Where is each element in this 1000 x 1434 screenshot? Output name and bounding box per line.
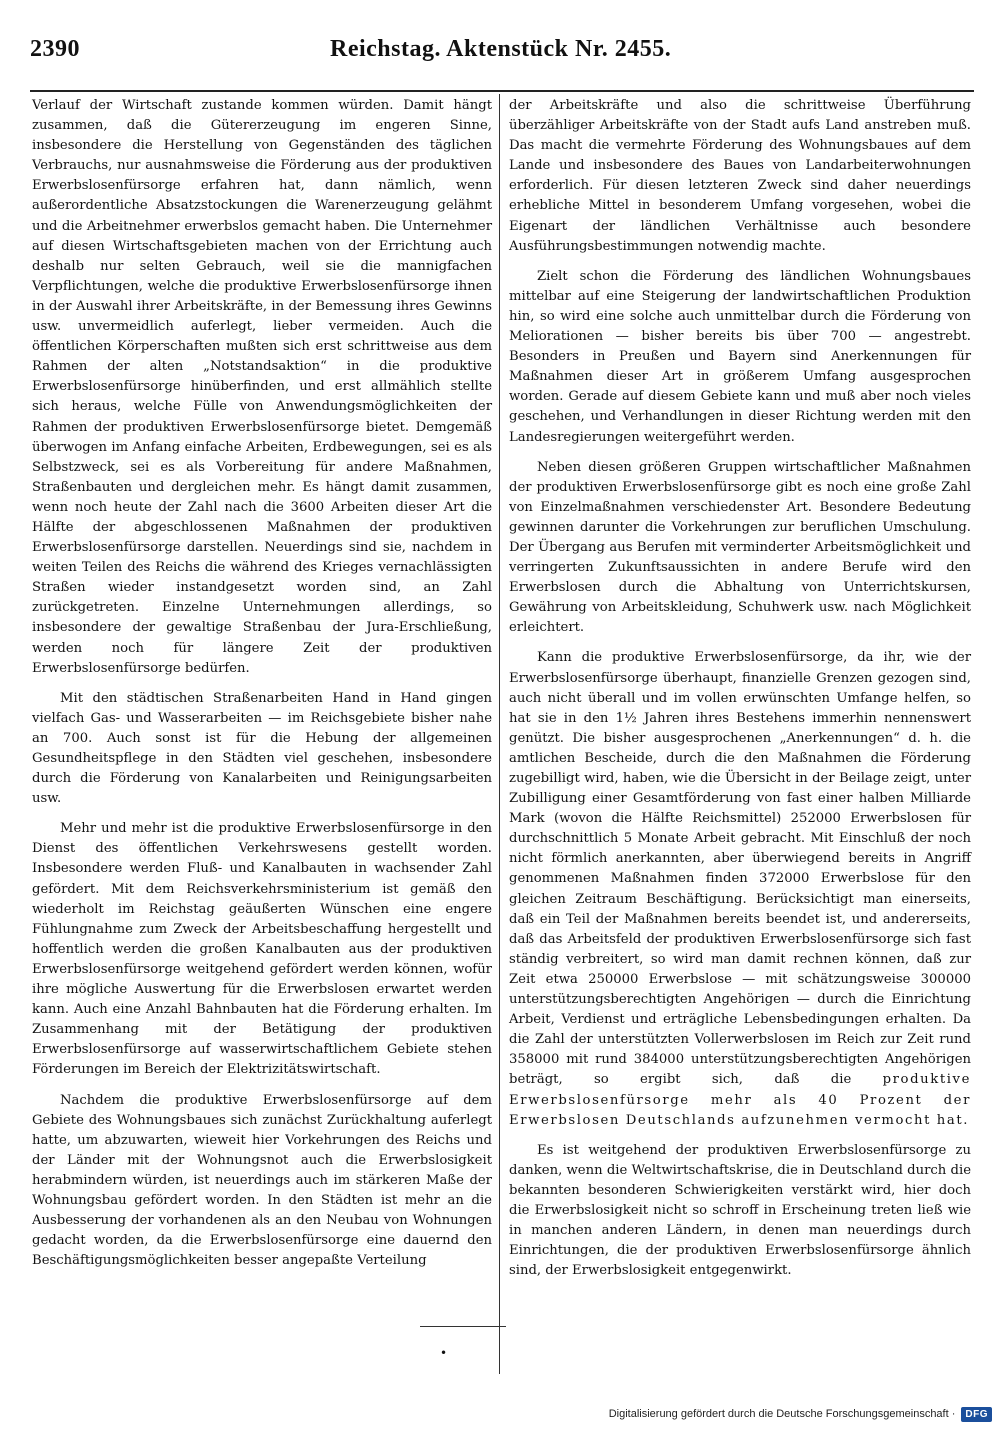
page-number: 2390 — [30, 36, 80, 62]
paragraph: Verlauf der Wirtschaft zustande kommen würden. Damit hängt zusammen, daß die Gütererzeugung im engeren Sinne, insbesondere die Herstellung von Gegenständen des täglichen Verbrauchs, nur ausnahmsweise die Förderung aus der produktiven Erwerbslosenfürsorge erfahren hat, dann nämlich, wenn außerordentliche Absatzstockungen die Warenerzeugung gelähmt und die Arbeitnehmer erwerbslos gemacht haben. Die Unternehmer auf diesen Wirtschaftsgebieten machen von der Errichtung auch deshalb nur selten Gebrauch, weil sie die mannigfachen Verpflichtungen, welche die produktive Erwerbslosenfürsorge ihnen in der Auswahl ihrer Arbeitskräfte, in der Bemessung ihres Gewinns usw. unvermeidlich auferlegt, lieber vermeiden. Auch die öffentlichen Körperschaften mußten sich erst schrittweise aus dem Rahmen der alten „Notstandsaktion“ in die produktive Erwerbslosenfürsorge hinüberfinden, und erst allmählich stellte sich heraus, welche Fülle von Anwendungsmöglichkeiten der Rahmen der produktiven Erwerbslosenfürsorge bietet. Demgemäß überwogen im Anfang einfache Arbeiten, Erdbewegungen, sei es als Selbstzweck, sei es als Vorbereitung für andere Maßnahmen, Straßenbauten und dergleichen mehr. Es hängt damit zusammen, wenn noch heute der Zahl nach die 3600 Arbeiten dieser Art die Hälfte der abgeschlossenen Maßnahmen der produktiven Erwerbslosenfürsorge darstellen. Neuerdings sind sie, nachdem in weiten Teilen des Reichs die während des Krieges vernachlässigten Straßen wieder instandgesetzt worden sind, an Zahl zurückgetreten. Einzelne Unternehmungen allerdings, so insbesondere der gewaltige Straßenbau der Jura-Erschließung, werden noch für längere Zeit der produktiven Erwerbslosenfürsorge bedürfen. — [32, 98, 492, 676]
right-column — [509, 96, 971, 1291]
paragraph: Neben diesen größeren Gruppen wirtschaftlicher Maßnahmen der produktiven Erwerbslosenfürsorge gibt es noch eine große Zahl von Einzelmaßnahmen verschiedenster Art. Besondere Bedeutung gewinnen darunter die Vorkehrungen zur beruflichen Umschulung. Der Übergang aus Berufen mit verminderter Arbeitsmöglichkeit und verringerten Zukunftsaussichten in andere Berufe wird den Erwerbslosen durch die Abhaltung von Unterrichtskursen, Gewährung von Arbeitskleidung, Schuhwerk usw. nach Möglichkeit erleichtert. — [509, 459, 971, 636]
spaced-emphasis: produktive Erwerbslosenfürsorge mehr als 40 Prozent der Erwerbslosen Deutschlands aufzunehmen vermocht hat. — [509, 1072, 971, 1128]
dfg-logo-icon: DFG — [961, 1407, 992, 1422]
paragraph: der Arbeitskräfte und also die schrittweise Überführung überzähliger Arbeitskräfte von der Stadt aufs Land anstreben muß. Das macht die vermehrte Förderung des Wohnungsbaues auf dem Lande und insbesondere des Baues von Landarbeiterwohnungen erforderlich. Für diesen letzteren Zweck sind daher neuerdings erhebliche Mittel in besonderem Umfang vorgesehen, wobei die Eigenart der ländlichen Verhältnisse auch besondere Ausführungsbestimmungen notwendig machte. — [509, 98, 971, 254]
footer-mark: • — [440, 1346, 448, 1360]
running-title: Reichstag. Aktenstück Nr. 2455. — [330, 36, 672, 62]
paragraph: Zielt schon die Förderung des ländlichen Wohnungsbaues mittelbar auf eine Steigerung der landwirtschaftlichen Produktion hin, so wird eine solche auch unmittelbar durch die Förderung von Meliorationen — bisher bereits bis über 700 — angestrebt. Besonders in Preußen und Bayern sind Anerkennungen für Maßnahmen dieser Art in größerem Umfang ausgesprochen worden. Gerade auf diesem Gebiete kann und muß aber noch vieles geschehen, und Verhandlungen in dieser Richtung werden mit den Landesregierungen weitergeführt werden. — [509, 268, 971, 445]
paragraph: Mehr und mehr ist die produktive Erwerbslosenfürsorge in den Dienst des öffentlichen Verkehrswesens gestellt worden. Insbesondere werden Fluß- und Kanalbauten in wachsender Zahl gefördert. Mit dem Reichsverkehrsministerium ist gemäß den wiederholt im Reichstag geäußerten Wünschen eine engere Fühlungnahme zum Zweck der Arbeitsbeschaffung hergestellt und hoffentlich werden die großen Kanalbauten aus der produktiven Erwerbslosenfürsorge weitgehend gefördert werden können, wofür ihre mögliche Auswertung für die Erwerbslosen erwartet werden kann. Auch eine Anzahl Bahnbauten hat die Förderung erhalten. Im Zusammenhang mit der Betätigung der produktiven Erwerbslosenfürsorge auf wasserwirtschaftlichem Gebiete stehen Förderungen im Bereich der Elektrizitätswirtschaft. — [32, 821, 492, 1078]
digitization-credit — [609, 1404, 992, 1424]
column-divider — [499, 94, 500, 1374]
paragraph: Es ist weitgehend der produktiven Erwerbslosenfürsorge zu danken, wenn die Weltwirtschaftskrise, die in Deutschland durch die bekannten besonderen Schwierigkeiten verstärkt wird, hier doch die Erwerbslosigkeit nicht so schroff in Erscheinung treten ließ wie in manchen anderen Ländern, in denen man neuerdings durch Einrichtungen, die der produktiven Erwerbslosenfürsorge ähnlich sind, der Erwerbslosigkeit entgegenwirkt. — [509, 1142, 971, 1279]
left-column — [32, 96, 492, 1281]
paragraph: Nachdem die produktive Erwerbslosenfürsorge auf dem Gebiete des Wohnungsbaues sich zunächst Zurückhaltung auferlegt hatte, um abzuwarten, wieweit hier Vorkehrungen des Reichs und der Länder mit der Wohnungsnot auch die Erwerbslosigkeit herabmindern würden, ist neuerdings auch im stärkeren Maße der Wohnungsbau gefördert worden. In den Städten ist mehr an die Ausbesserung der vorhandenen als an den Neubau von Wohnungen gedacht worden, da die Erwerbslosenfürsorge eine dauernd den Beschäftigungsmöglichkeiten besser angepaßte Verteilung — [32, 1092, 492, 1269]
paragraph-with-emphasis — [509, 648, 971, 1130]
credit-text: Digitalisierung gefördert durch die Deutsche Forschungsgemeinschaft · — [608, 1408, 956, 1420]
paragraph-text: Kann die produktive Erwerbslosenfürsorge, da ihr, wie der Erwerbslosenfürsorge überhaupt, finanzielle Grenzen gezogen sind, auch nicht überall und im vollen erwünschten Umfange helfen, so hat sie in den 1½ Jahren ihres Bestehens immerhin nennenswert genützt. Die bisher ausgesprochenen „Anerkennungen“ d. h. die amtlichen Bescheide, durch die den Maßnahmen die Förderung zugebilligt wird, haben, wie die Übersicht in der Beilage zeigt, unter Zubilligung einer Gesamtförderung von fast einer halben Milliarde Mark (wovon die Hälfte Reichsmittel) 252000 Erwerbslosen für durchschnittlich 5 Monate Arbeit gebracht. Mit Einschluß der noch nicht förmlich anerkannten, aber überwiegend bereits in Angriff genommenen Maßnahmen finden 372000 Erwerbslose für den gleichen Zeitraum Beschäftigung. Berücksichtigt man einerseits, daß ein Teil der Maßnahmen bereits beendet ist, und andererseits, daß das Arbeitsfeld der produktiven Erwerbslosenfürsorge sich fast ständig verbreitert, so wird man damit rechnen können, daß zur Zeit etwa 250000 Erwerbslose — mit schätzungsweise 300000 unterstützungsberechtigten Angehörigen — durch die Einrichtung Arbeit, Verdienst und erträgliche Lebensbedingungen erhalten. Da die Zahl der unterstützten Vollerwerbslosen im Reich zur Zeit rund 358000 mit rund 384000 unterstützungsberechtigten Angehörigen beträgt, so ergibt sich, daß die — [509, 650, 971, 1088]
header-rule — [30, 90, 974, 92]
footer-rule — [420, 1326, 506, 1327]
page-header — [30, 32, 970, 72]
paragraph: Mit den städtischen Straßenarbeiten Hand in Hand gingen vielfach Gas- und Wasserarbeiten — im Reichsgebiete bisher nahe an 700. Auch sonst ist für die Hebung der allgemeinen Gesundheitspflege in den Städten viel geschehen, insbesondere durch die Förderung von Kanalarbeiten und Reinigungsarbeiten usw. — [32, 690, 492, 807]
